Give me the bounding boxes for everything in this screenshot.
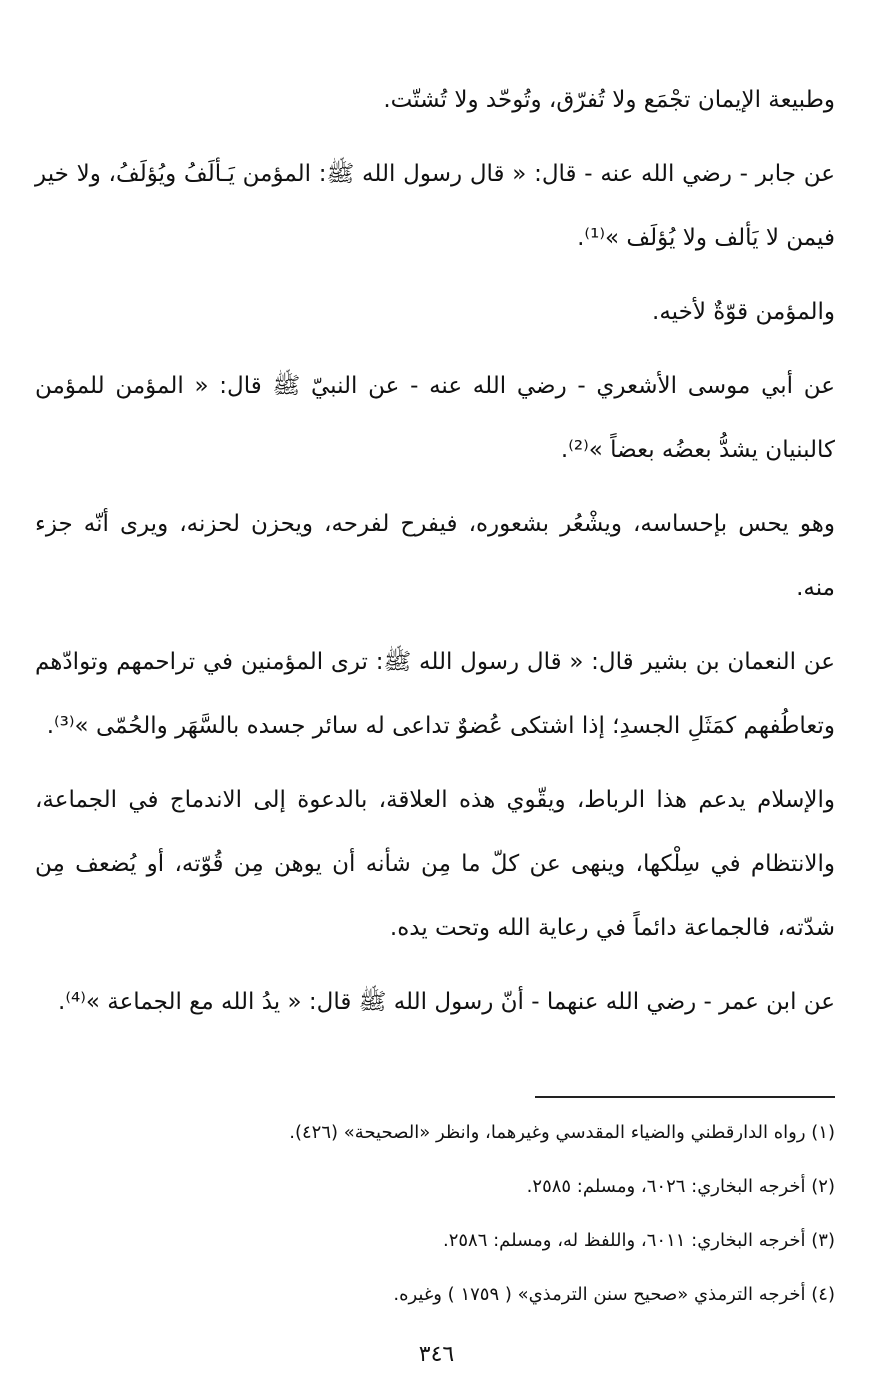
footnote-item: (٣) أخرجه البخاري: ٦٠١١، واللفظ له، ومسلم: ٢٥٨٦. xyxy=(442,1230,835,1251)
hadith-paragraph: عن جابر - رضي الله عنه - قال: « قال رسول الله ﷺ: المؤمن يَـألَفُ ويُؤلَفُ، ولا خير فيمن لا يَألف ولا يُؤلَف »⁽¹⁾. xyxy=(35,161,835,251)
footnote-item: (٢) أخرجه البخاري: ٦٠٢٦، ومسلم: ٢٥٨٥. xyxy=(526,1176,835,1197)
hadith-paragraph: عن ابن عمر - رضي الله عنهما - أنّ رسول الله ﷺ قال: « يدُ الله مع الجماعة »⁽⁴⁾. xyxy=(58,989,835,1015)
hadith-paragraph: عن النعمان بن بشير قال: « قال رسول الله ﷺ: ترى المؤمنين في تراحمهم وتوادّهم وتعاطُفهم كمَثَلِ الجسدِ؛ إذا اشتكى عُضوٌ تداعى له سائر جسده بالسَّهَر والحُمّى »⁽³⁾. xyxy=(35,649,835,739)
footnotes xyxy=(35,1106,835,1322)
paragraph: وهو يحس بإحساسه، ويشْعُر بشعوره، فيفرح لفرحه، ويحزن لحزنه، ويرى أنّه جزء منه. xyxy=(35,511,835,601)
page-number: ٣٤٦ xyxy=(418,1342,455,1367)
footnote-item: (٤) أخرجه الترمذي «صحيح سنن الترمذي» ( ١٧٥٩ ) وغيره. xyxy=(393,1284,835,1305)
hadith-paragraph: عن أبي موسى الأشعري - رضي الله عنه - عن النبيّ ﷺ قال: « المؤمن للمؤمن كالبنيان يشدُّ بعضُه بعضاً »⁽²⁾. xyxy=(35,373,835,463)
footnote-item: (١) رواه الدارقطني والضياء المقدسي وغيرهما، وانظر «الصحيحة» (٤٢٦). xyxy=(289,1122,835,1143)
paragraph: والإسلام يدعم هذا الرباط، ويقّوي هذه العلاقة، بالدعوة إلى الاندماج في الجماعة، والانتظام في سِلْكها، وينهى عن كلّ ما مِن شأنه أن يوهن مِن قُوّته، أو يُضعف مِن شدّته، فالجماعة دائماً في رعاية الله وتحت يده. xyxy=(35,787,835,941)
paragraph: والمؤمن قوّةٌ لأخيه. xyxy=(652,299,835,325)
main-text xyxy=(35,68,835,1044)
paragraph: وطبيعة الإيمان تجْمَع ولا تُفرّق، وتُوحّد ولا تُشتّت. xyxy=(383,87,835,113)
footnote-divider xyxy=(535,1096,835,1098)
